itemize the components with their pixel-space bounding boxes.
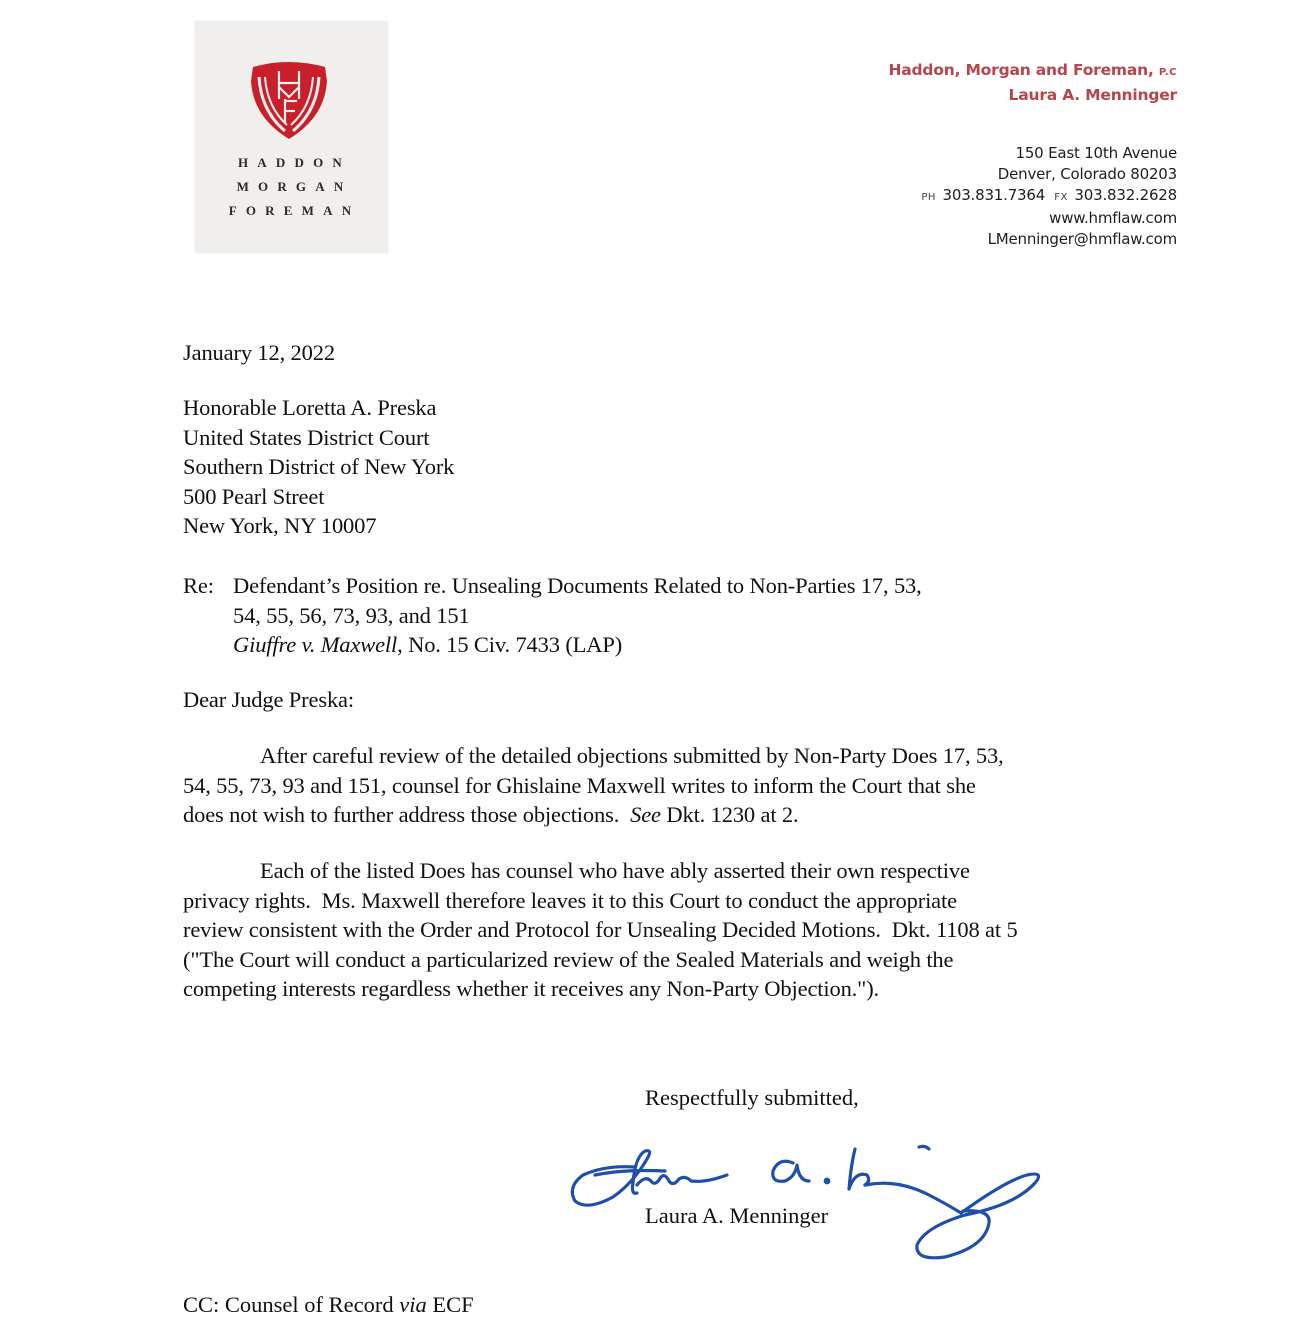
recipient-line: Honorable Loretta A. Preska xyxy=(183,395,437,420)
address-line1: 150 East 10th Avenue xyxy=(1015,144,1177,162)
email-link[interactable]: LMenninger@hmflaw.com xyxy=(987,230,1177,248)
recipient-line: New York, NY 10007 xyxy=(183,513,377,538)
logo-word: HADDON xyxy=(238,155,351,170)
paragraph-line: privacy rights. Ms. Maxwell therefore leaves it to this Court to conduct the appropriate xyxy=(183,887,957,913)
case-number: , No. 15 Civ. 7433 (LAP) xyxy=(397,632,623,657)
subject-label: Re: xyxy=(183,573,214,598)
fax-label: FX xyxy=(1054,192,1068,203)
body-paragraph-2 xyxy=(183,856,1158,1004)
paragraph-line: does not wish to further address those objections. See Dkt. 1230 at 2. xyxy=(183,802,799,827)
handwritten-signature xyxy=(565,1135,1045,1265)
firm-name-line xyxy=(888,59,1177,84)
fax-number: 303.832.2628 xyxy=(1074,186,1177,204)
website-link[interactable]: www.hmflaw.com xyxy=(1049,209,1177,227)
body-paragraph-1 xyxy=(183,741,1158,830)
recipient-line: 500 Pearl Street xyxy=(183,483,325,509)
phone-fax-line xyxy=(921,185,1177,208)
firm-name: Haddon, Morgan and Foreman, xyxy=(888,61,1154,79)
subject-block xyxy=(183,571,922,660)
paragraph-line: Each of the listed Does has counsel who have ably asserted their own respective xyxy=(260,858,970,883)
contact-block xyxy=(921,143,1177,250)
salutation: Dear Judge Preska: xyxy=(183,687,354,712)
logo-wordmark xyxy=(195,151,388,223)
paragraph-line: 54, 55, 73, 93 and 151, counsel for Ghislaine Maxwell writes to inform the Court that she xyxy=(183,772,976,798)
shield-monogram-icon xyxy=(247,59,331,141)
case-caption xyxy=(233,630,922,660)
case-name: Giuffre v. Maxwell xyxy=(233,632,398,657)
recipient-address xyxy=(183,393,454,541)
recipient-line: Southern District of New York xyxy=(183,454,455,479)
firm-suffix: P.C xyxy=(1158,67,1177,78)
subject-line: Defendant’s Position re. Unsealing Documents Related to Non-Parties 17, 53, xyxy=(233,573,922,598)
phone-label: PH xyxy=(921,192,936,203)
signer-name: Laura A. Menninger xyxy=(645,1203,829,1228)
paragraph-line: After careful review of the detailed objections submitted by Non-Party Does 17, 53, xyxy=(260,743,1004,768)
firm-header xyxy=(888,59,1177,106)
logo-word: FOREMAN xyxy=(228,203,361,218)
closing: Respectfully submitted, xyxy=(645,1085,859,1110)
subject-line: 54, 55, 56, 73, 93, and 151 xyxy=(233,602,470,628)
cc-line: CC: Counsel of Record via ECF xyxy=(183,1292,474,1317)
letter-date: January 12, 2022 xyxy=(183,340,335,365)
paragraph-line: competing interests regardless whether it receives any Non-Party Objection."). xyxy=(183,976,880,1001)
recipient-line: United States District Court xyxy=(183,424,430,450)
attorney-name: Laura A. Menninger xyxy=(1008,86,1177,104)
phone-number: 303.831.7364 xyxy=(942,186,1046,204)
paragraph-line: ("The Court will conduct a particularized review of the Sealed Materials and weigh the xyxy=(183,946,954,972)
paragraph-line: review consistent with the Order and Protocol for Unsealing Decided Motions. Dkt. 1108 at 5 xyxy=(183,917,1018,942)
firm-logo xyxy=(195,21,388,253)
address-line2: Denver, Colorado 80203 xyxy=(997,165,1177,183)
logo-word: MORGAN xyxy=(236,179,353,194)
